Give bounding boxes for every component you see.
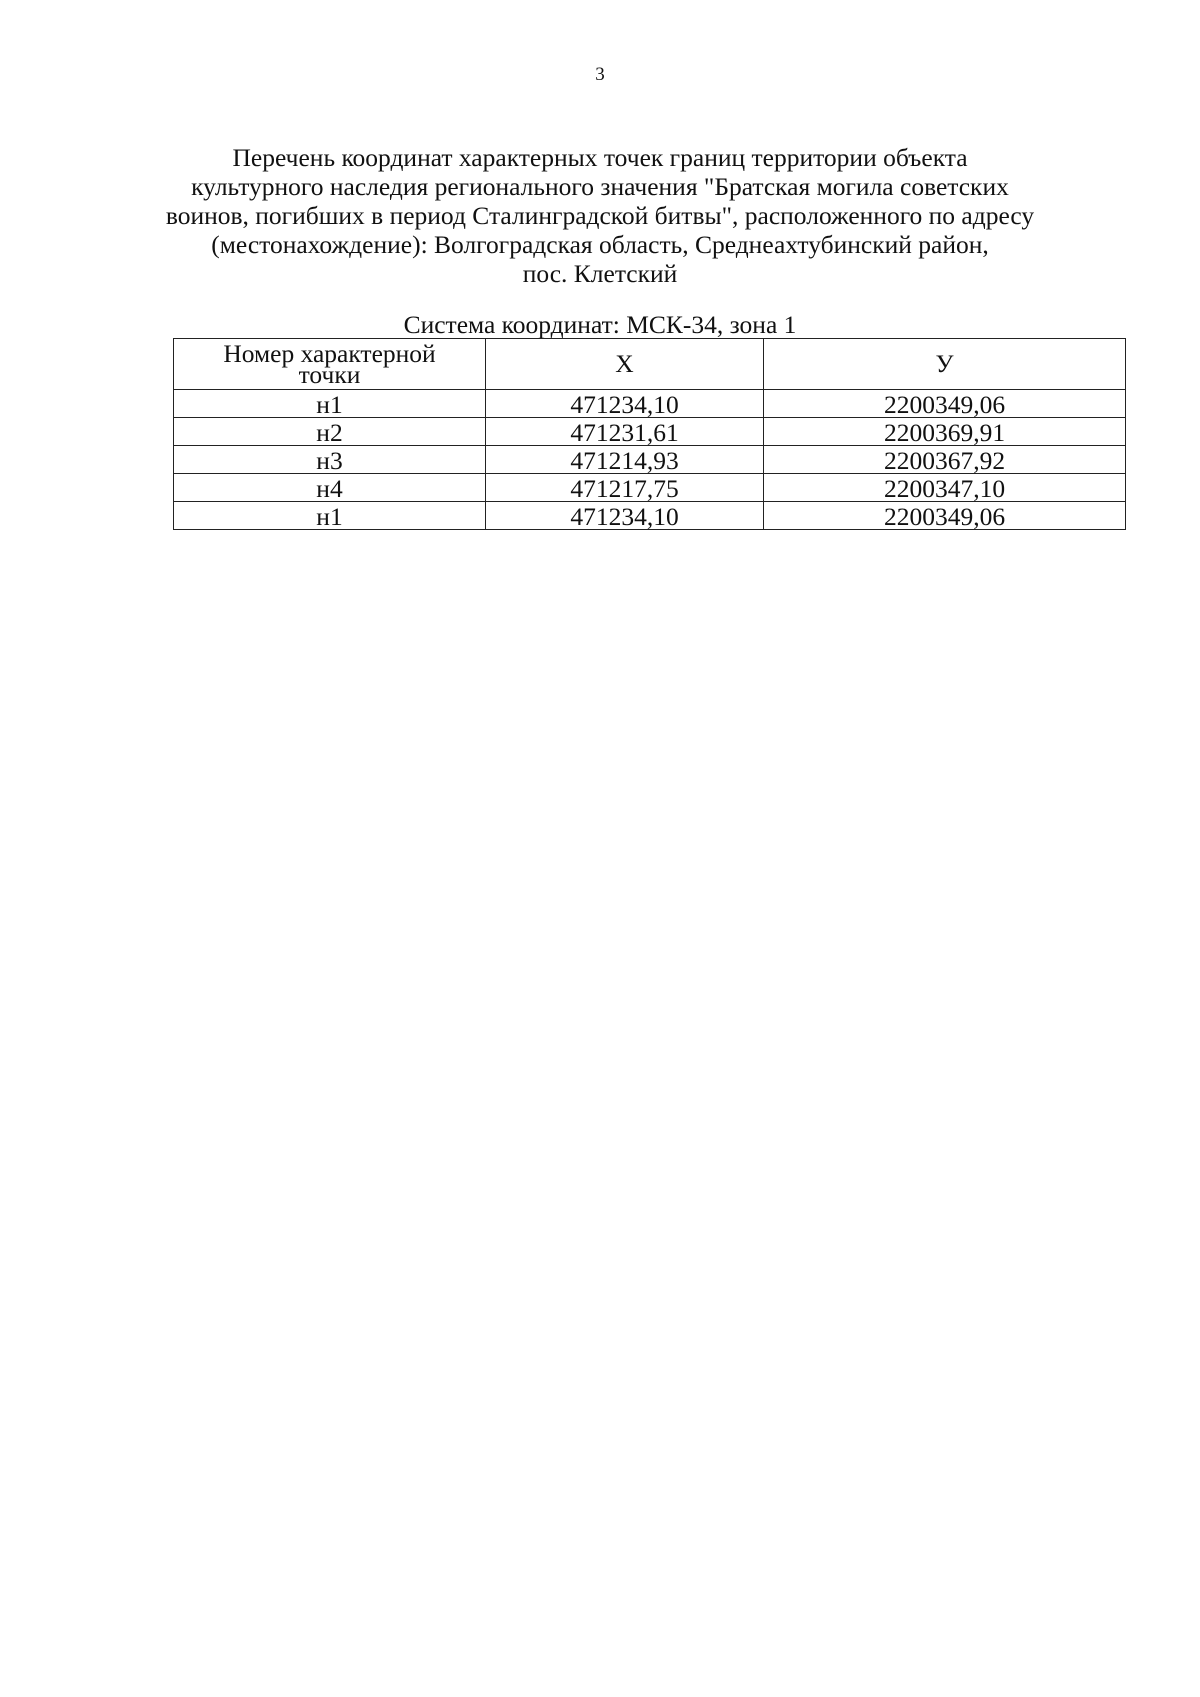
cell-point: н1 xyxy=(174,390,486,418)
table-header-row xyxy=(174,339,1126,390)
table-row xyxy=(174,474,1126,502)
cell-x: 471214,93 xyxy=(486,446,764,474)
table-row xyxy=(174,390,1126,418)
header-point-line1: Номер характерной xyxy=(223,339,436,368)
header-x: X xyxy=(486,339,764,390)
cell-x: 471231,61 xyxy=(486,418,764,446)
coordinates-table xyxy=(173,338,1126,530)
cell-y: 2200369,91 xyxy=(764,418,1126,446)
cell-y: 2200367,92 xyxy=(764,446,1126,474)
cell-point: н4 xyxy=(174,474,486,502)
header-point-line2: точки xyxy=(298,360,361,389)
cell-point: н1 xyxy=(174,502,486,530)
cell-x: 471217,75 xyxy=(486,474,764,502)
title-line: (местонахождение): Волгоградская область, Среднеахтубинский район, xyxy=(211,230,989,259)
cell-y: 2200347,10 xyxy=(764,474,1126,502)
header-point-number xyxy=(174,339,486,390)
document-title xyxy=(150,143,1050,288)
title-line: воинов, погибших в период Сталинградской битвы", расположенного по адресу xyxy=(165,201,1035,230)
cell-y: 2200349,06 xyxy=(764,502,1126,530)
table-row xyxy=(174,502,1126,530)
title-line: Перечень координат характерных точек границ территории объекта xyxy=(232,143,968,172)
cell-x: 471234,10 xyxy=(486,390,764,418)
title-line: пос. Клетский xyxy=(522,259,678,288)
table-row xyxy=(174,418,1126,446)
cell-point: н3 xyxy=(174,446,486,474)
cell-x: 471234,10 xyxy=(486,502,764,530)
page-number: 3 xyxy=(595,64,605,85)
table-row xyxy=(174,446,1126,474)
cell-point: н2 xyxy=(174,418,486,446)
header-y: У xyxy=(764,339,1126,390)
title-line: культурного наследия регионального значения "Братская могила советских xyxy=(191,172,1009,201)
coordinate-system-caption: Система координат: МСК-34, зона 1 xyxy=(403,310,797,339)
cell-y: 2200349,06 xyxy=(764,390,1126,418)
